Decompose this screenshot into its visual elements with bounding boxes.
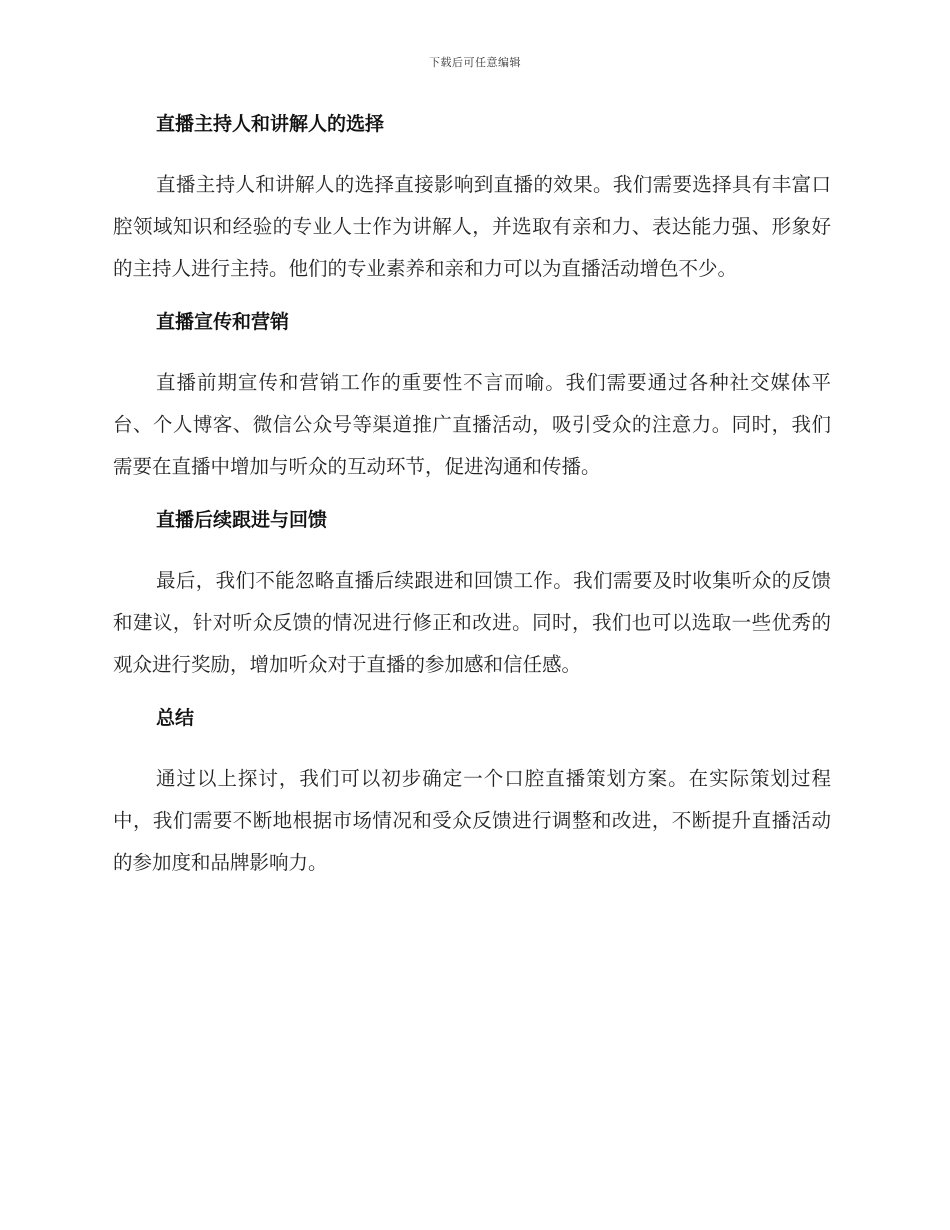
section-heading: 直播后续跟进与回馈 (156, 509, 328, 531)
section-summary (113, 704, 831, 884)
section-paragraph: 最后，我们不能忽略直播后续跟进和回馈工作。我们需要及时收集听众的反馈和建议，针对听众反馈的情况进行修正和改进。同时，我们也可以选取一些优秀的观众进行奖励，增加听众对于直播的参加感和信任感。 (113, 569, 831, 676)
section-paragraph: 直播主持人和讲解人的选择直接影响到直播的效果。我们需要选择具有丰富口腔领域知识和经验的专业人士作为讲解人，并选取有亲和力、表达能力强、形象好的主持人进行主持。他们的专业素养和亲和力可以为直播活动增色不少。 (113, 173, 831, 280)
section-heading: 直播主持人和讲解人的选择 (156, 113, 385, 135)
section-host-selection (113, 110, 831, 290)
section-paragraph: 直播前期宣传和营销工作的重要性不言而喻。我们需要通过各种社交媒体平台、个人博客、微信公众号等渠道推广直播活动，吸引受众的注意力。同时，我们需要在直播中增加与听众的互动环节，促进沟通和传播。 (113, 371, 831, 478)
section-promotion (113, 308, 831, 488)
section-heading: 直播宣传和营销 (156, 311, 290, 333)
section-heading: 总结 (156, 707, 195, 729)
header-note: 下载后可任意编辑 (429, 56, 521, 69)
section-paragraph: 通过以上探讨，我们可以初步确定一个口腔直播策划方案。在实际策划过程中，我们需要不断地根据市场情况和受众反馈进行调整和改进，不断提升直播活动的参加度和品牌影响力。 (113, 767, 831, 874)
document-content (113, 110, 831, 902)
section-follow-up (113, 506, 831, 686)
